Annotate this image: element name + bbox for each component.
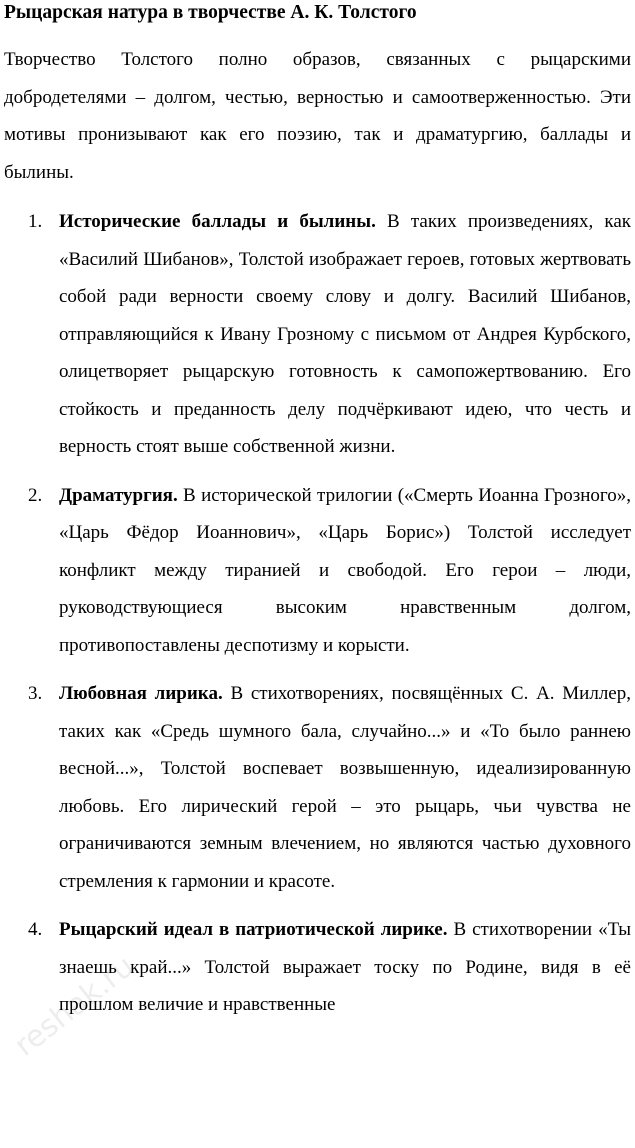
list-item-number: 3. [28,683,43,704]
numbered-list [4,203,631,1024]
list-item-heading: Рыцарский идеал в патриотической лирике. [59,919,448,940]
watermark: reshak.ru [8,948,141,1064]
list-item-heading: Исторические баллады и былины. [59,211,376,232]
list-item [4,477,631,665]
list-item-text: В стихотворениях, посвящённых С. А. Миллер, таких как «Средь шумного бала, случайно...» и «То было раннею весной...», Толстой воспевает возвышенную, идеализированную любовь. Его лирический герой – это рыцарь, чьи чувства не ограничиваются земным влечением, но являются частью духовного стремления к гармонии и красоте. [59,683,631,892]
intro-paragraph: Творчество Толстого полно образов, связанных с рыцарскими добродетелями – долгом, честью, верностью и самоотверженностью. Эти мотивы пронизывают как его поэзию, так и драматургию, баллады и былины. [4,49,631,183]
list-item-number: 1. [28,211,43,232]
list-item-text: В стихотворении «Ты знаешь край...» Толстой выражает тоску по Родине, видя в её прошлом величие и нравственные [59,919,631,1015]
list-item-number: 2. [28,484,43,506]
list-item-number: 4. [28,919,43,940]
list-item-heading: Драматургия. [59,484,178,506]
document-page [4,0,631,1035]
list-item-text: В таких произведениях, как «Василий Шибанов», Толстой изображает героев, готовых жертвовать собой ради верности своему слову и долгу. Василий Шибанов, отправляющийся к Ивану Грозному с письмом от Андрея Курбского, олицетворяет рыцарскую готовность к самопожертвованию. Его стойкость и преданность делу подчёркивают идею, что честь и верность стоят выше собственной жизни. [59,211,631,457]
list-item-text: В исторической трилогии («Смерть Иоанна Грозного», «Царь Фёдор Иоаннович», «Царь Борис») Толстой исследует конфликт между тиранией и свободой. Его герои – люди, руководствующиеся высоким нравственным долгом, противопоставлены деспотизму и корысти. [59,484,631,656]
list-item [4,203,631,466]
list-item [4,911,631,1024]
list-item-heading: Любовная лирика. [59,683,223,704]
document-title: Рыцарская натура в творчестве А. К. Толстого [4,2,417,23]
list-item [4,675,631,900]
